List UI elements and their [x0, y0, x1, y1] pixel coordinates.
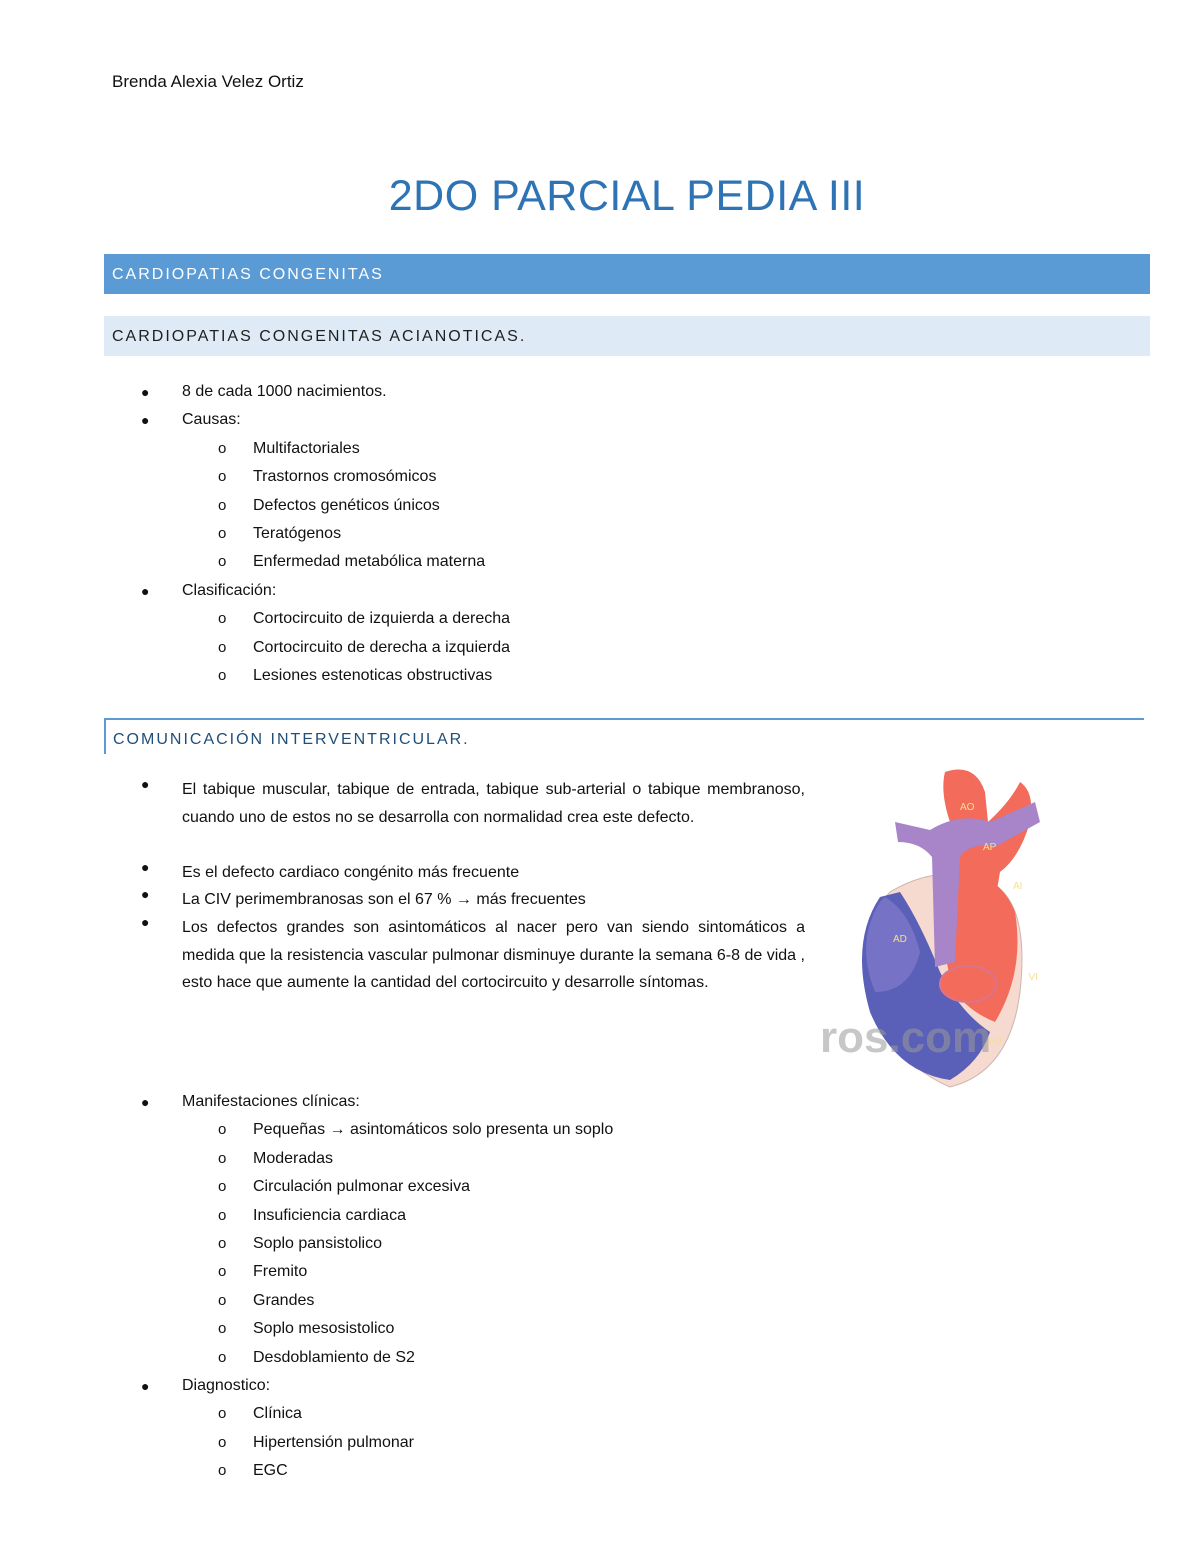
- bullet-icon: ●: [141, 914, 150, 930]
- section-heading-acianoticas: CARDIOPATIAS CONGENITAS ACIANOTICAS.: [104, 316, 1150, 356]
- label-vd: VD: [988, 1036, 1002, 1047]
- list-item: o Moderadas: [0, 1145, 1200, 1173]
- list-item: o Hipertensión pulmonar: [0, 1429, 1200, 1457]
- list-item: o Insuficiencia cardiaca: [0, 1202, 1200, 1230]
- list-item: o EGC: [0, 1457, 1200, 1485]
- list-item: o Fremito: [0, 1258, 1200, 1286]
- list-item: o Soplo pansistolico: [0, 1230, 1200, 1258]
- bullet-icon: ●: [141, 859, 150, 875]
- civ-paragraph-2: Es el defecto cardiaco congénito más frecuente: [182, 864, 520, 881]
- label-ao: AO: [960, 802, 975, 813]
- section-heading-cardiopatias: CARDIOPATIAS CONGENITAS: [104, 254, 1150, 294]
- list-item: o Teratógenos: [0, 520, 1200, 548]
- label-ap: AP: [983, 842, 997, 853]
- list-item: o Clínica: [0, 1400, 1200, 1428]
- list-item: ● Manifestaciones clínicas:: [0, 1088, 1200, 1116]
- bullet-icon: ●: [141, 776, 150, 792]
- list-item: o Cortocircuito de izquierda a derecha: [0, 605, 1200, 633]
- list-item: o Lesiones estenoticas obstructivas: [0, 662, 1200, 690]
- civ-paragraph-3: La CIV perimembranosas son el 67 % → más frecuentes: [182, 891, 586, 908]
- section-heading-civ: COMUNICACIÓN INTERVENTRICULAR.: [104, 718, 1144, 754]
- list-item: ● Diagnostico:: [0, 1372, 1200, 1400]
- list-item: o Trastornos cromosómicos: [0, 463, 1200, 491]
- acianoticas-list: [0, 378, 1200, 690]
- list-item: o Enfermedad metabólica materna: [0, 548, 1200, 576]
- list-item: o Circulación pulmonar excesiva: [0, 1173, 1200, 1201]
- list-item: o Multifactoriales: [0, 435, 1200, 463]
- watermark: ros.com: [820, 1013, 992, 1062]
- list-item: o Grandes: [0, 1287, 1200, 1315]
- list-item: ● Causas:: [0, 406, 1200, 434]
- list-item: o Desdoblamiento de S2: [0, 1344, 1200, 1372]
- list-item: o Pequeñas → asintomáticos solo presenta un soplo: [0, 1116, 1200, 1144]
- label-ad: AD: [893, 934, 907, 945]
- civ-paragraph-1: El tabique muscular, tabique de entrada, tabique sub-arterial o tabique membranoso, cuando uno de estos no se desarrolla con normalidad crea este defecto.: [182, 781, 805, 826]
- septal-defect: [940, 966, 996, 1002]
- civ-paragraph-4: Los defectos grandes son asintomáticos al nacer pero van siendo sintomáticos a medida que la resistencia vascular pulmonar disminuye durante la semana 6-8 de vida , esto hace que aumente la cantidad del cortocircuito y desarrolle síntomas.: [182, 919, 805, 991]
- list-item: ● Clasificación:: [0, 577, 1200, 605]
- list-item: o Defectos genéticos únicos: [0, 492, 1200, 520]
- bullet-icon: ●: [141, 886, 150, 902]
- heart-diagram: [820, 762, 1040, 1092]
- page-title: 2DO PARCIAL PEDIA III: [388, 172, 866, 220]
- label-ai: AI: [1013, 881, 1023, 892]
- list-item: o Soplo mesosistolico: [0, 1315, 1200, 1343]
- list-item: ● 8 de cada 1000 nacimientos.: [0, 378, 1200, 406]
- label-vi: VI: [1028, 972, 1038, 983]
- author-name: Brenda Alexia Velez Ortiz: [112, 72, 304, 91]
- manifestaciones-list: [0, 1088, 1200, 1486]
- list-item: o Cortocircuito de derecha a izquierda: [0, 634, 1200, 662]
